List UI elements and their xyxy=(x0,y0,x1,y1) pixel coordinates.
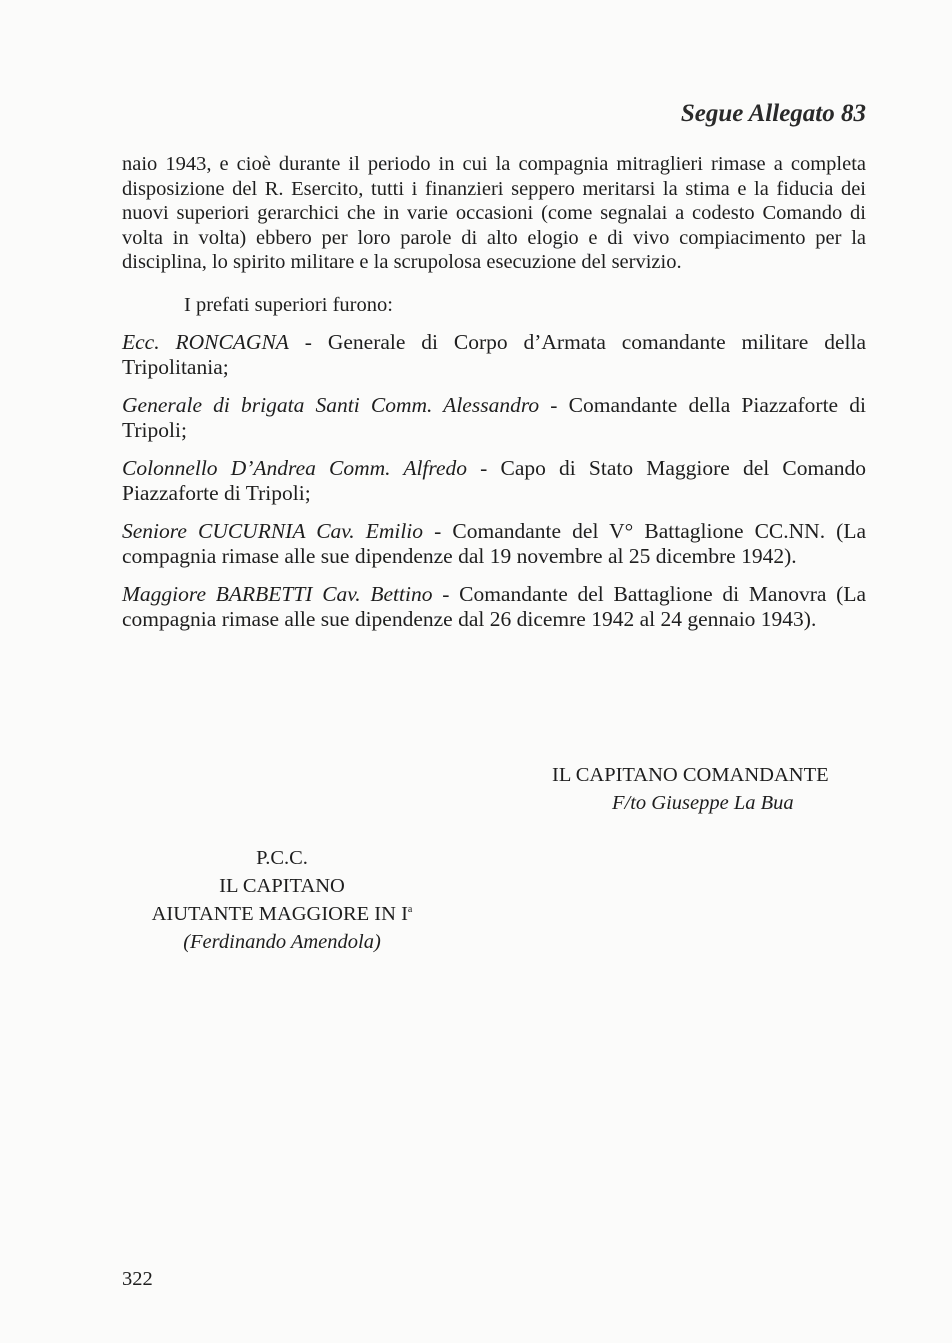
page-number: 322 xyxy=(122,1268,153,1290)
commander-title: IL CAPITANO COMANDANTE xyxy=(552,764,829,786)
superior-name: Ecc. RONCAGNA xyxy=(122,329,289,354)
superior-description: - Comandante del Battaglione di Manovra (La compagnia rimase alle sue dipendenze dal 26 dicemre 1942 al 24 gennaio 1943). xyxy=(122,581,867,632)
adjutant-role-text: AIUTANTE MAGGIORE IN I xyxy=(151,903,408,925)
body-text xyxy=(122,152,866,633)
adjutant-role xyxy=(112,900,452,928)
superior-entry xyxy=(122,519,866,570)
superior-entry xyxy=(122,456,866,507)
superior-entry xyxy=(122,393,866,444)
commander-name: F/to Giuseppe La Bua xyxy=(612,792,794,814)
superior-description: - Comandante del V° Battaglione CC.NN. (La compagnia rimase alle sue dipendenze dal 19 novembre al 25 dicembre 1942). xyxy=(122,518,867,569)
pcc-line: P.C.C. xyxy=(256,847,308,869)
adjutant-rank: IL CAPITANO xyxy=(219,875,345,897)
intro-paragraph: naio 1943, e cioè durante il periodo in cui la compagnia mitraglieri rimase a completa disposizione del R. Esercito, tutti i finanzieri seppero meritarsi la stima e la fiducia dei nuovi superiori gerarchici che in varie occasioni (come segnalai a codesto Comando di volta in volta) ebbero per loro parole di alto elogio e di vivo compiacimento per la disciplina, lo spirito militare e la scrupolosa esecuzione del servizio. xyxy=(122,153,866,274)
superior-name: Colonnello D’Andrea Comm. Alfredo xyxy=(122,455,468,480)
superior-name: Generale di brigata Santi Comm. Alessandro xyxy=(122,392,540,417)
adjutant-role-superscript: a xyxy=(407,904,413,916)
running-header: Segue Allegato 83 xyxy=(680,100,866,127)
adjutant-signature xyxy=(112,844,452,956)
superior-description: - Generale di Corpo d’Armata comandante militare della Tripolitania; xyxy=(122,329,866,380)
superior-entry xyxy=(122,330,866,381)
lead-paragraph: I prefati superiori furono: xyxy=(184,293,393,316)
superior-description: - Comandante della Piazzaforte di Tripoli; xyxy=(122,392,866,443)
adjutant-name: (Ferdinando Amendola) xyxy=(183,931,381,953)
superior-description: - Capo di Stato Maggiore del Comando Piazzaforte di Tripoli; xyxy=(122,455,866,506)
superior-name: Maggiore BARBETTI Cav. Bettino xyxy=(122,581,433,606)
superior-entry xyxy=(122,582,866,633)
superior-name: Seniore CUCURNIA Cav. Emilio xyxy=(122,518,424,543)
commander-signature xyxy=(552,761,866,817)
